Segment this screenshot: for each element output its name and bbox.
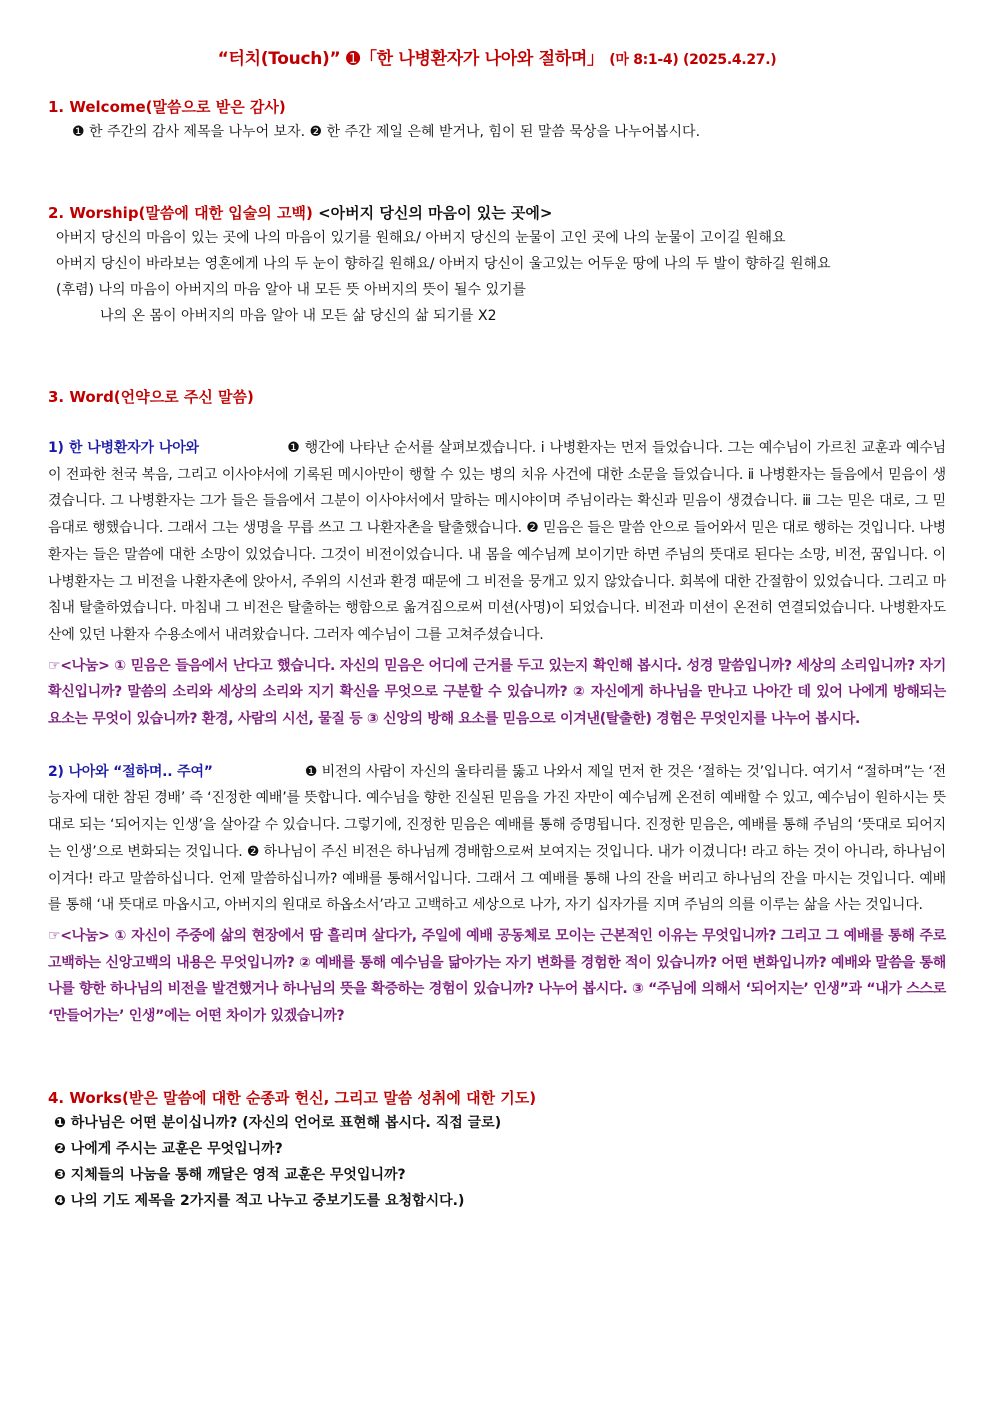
word-point2 bbox=[48, 759, 946, 919]
works-item: ❸ 지체들의 나눔을 통해 깨달은 영적 교훈은 무엇입니까? bbox=[54, 1166, 406, 1183]
worship-lyric-line: 나의 온 몸이 아버지의 마음 알아 내 모든 삶 당신의 삶 되기를 X2 bbox=[100, 308, 497, 324]
word-point2-share: ☞<나눔> ① 자신이 주중에 삶의 현장에서 땀 흘리며 살다가, 주일에 예배 공동체로 모이는 근본적인 이유는 무엇입니까? 그리고 그 예배를 통해 주로 고백하는 신앙고백의 내용은 무엇입니까? ② 예배를 통해 예수님을 닮아가는 자기 변화를 경험한 적이 있습니까? 어떤 변화입니까? 예배와 말씀을 통해 나를 향한 하나님의 비전을 발견했거나 하나님의 뜻을 확증하는 경험이 있습니까? 나누어 봅시다. ③ “주님에 의해서 ‘되어지는’ 인생”과 “내가 스스로 ‘만들어가는’ 인생”에는 어떤 차이가 있겠습니까? bbox=[48, 927, 946, 1025]
worship-lyric-line: 아버지 당신의 마음이 있는 곳에 나의 마음이 있기를 원해요/ 아버지 당신의 눈물이 고인 곳에 나의 눈물이 고이길 원해요 bbox=[56, 230, 786, 246]
works-item: ❹ 나의 기도 제목을 2가지를 적고 나누고 중보기도를 요청합시다.) bbox=[54, 1192, 465, 1209]
worship-song-title: <아버지 당신의 마음이 있는 곳에> bbox=[318, 204, 553, 222]
title-main: “터치(Touch)” ➊「한 나병환자가 나아와 절하며」 bbox=[217, 49, 604, 69]
word-point1-heading: 1) 한 나병환자가 나아와 bbox=[48, 440, 199, 456]
title-reference: (마 8:1-4) (2025.4.27.) bbox=[609, 52, 777, 68]
worship-lyric-line: (후렴) 나의 마음이 아버지의 마음 알아 내 모든 뜻 아버지의 뜻이 될수 있기를 bbox=[56, 282, 527, 298]
word-point1 bbox=[48, 435, 946, 649]
works-item: ❶ 하나님은 어떤 분이십니까? (자신의 언어로 표현해 봅시다. 직접 글로) bbox=[54, 1114, 502, 1131]
word-point2-heading: 2) 나아와 “절하며.. 주여” bbox=[48, 763, 213, 780]
works-item: ❷ 나에게 주시는 교훈은 무엇입니까? bbox=[54, 1140, 283, 1157]
word-point1-body: ❶ 행간에 나타난 순서를 살펴보겠습니다. ⅰ 나병환자는 먼저 들었습니다. 그는 예수님이 가르친 교훈과 예수님이 전파한 천국 복음, 그리고 이사야서에 기록된 메시아만이 행할 수 있는 병의 치유 사건에 대한 소문을 들었습니다. ⅱ 나병환자는 들음에서 믿음이 생겼습니다. 그 나병환자는 그가 들은 들음에서 그분이 이사야서에서 말하는 메시야이며 주님이라는 확신과 믿음이 생겼습니다. ⅲ 그는 믿은 대로, 그 믿음대로 행했습니다. 그래서 그는 생명을 무릅 쓰고 그 나환자촌을 탈출했습니다. ❷ 믿음은 들은 말씀 안으로 들어와서 믿은 대로 행하는 것입니다. 나병환자는 들은 말씀에 대한 소망이 있었습니다. 그것이 비전이었습니다. 내 몸을 예수님께 보이기만 하면 주님의 뜻대로 된다는 소망, 비전, 꿈입니다. 이 나병환자는 그 비전을 나환자촌에 앉아서, 주위의 시선과 환경 때문에 그 비전을 뭉개고 있지 않았습니다. 회복에 대한 간절함이 있었습니다. 그리고 마침내 탈출하였습니다. 마침내 그 비전은 탈출하는 행함으로 옮겨짐으로써 미션(사명)이 되었습니다. 비전과 미션이 온전히 연결되었습니다. 나병환자도 산에 있던 나환자 수용소에서 내려왔습니다. 그러자 예수님이 그를 고쳐주셨습니다. bbox=[48, 440, 946, 643]
worship-heading-text: 2. Worship(말씀에 대한 입술의 고백) bbox=[48, 204, 313, 222]
word-point1-share: ☞<나눔> ① 믿음은 들음에서 난다고 했습니다. 자신의 믿음은 어디에 근거를 두고 있는지 확인해 봅시다. 성경 말씀입니까? 세상의 소리입니까? 자기 확신입니까? 말씀의 소리와 세상의 소리와 지기 확신을 무엇으로 구분할 수 있습니까? ② 자신에게 하나님을 만나고 나아간 데 있어 나에게 방해되는 요소는 무엇이 있습니까? 환경, 사람의 시선, 물질 등 ③ 신앙의 방해 요소를 믿음으로 이겨낸(탈출한) 경험은 무엇인지를 나누어 봅시다. bbox=[48, 657, 946, 728]
word-heading: 3. Word(언약으로 주신 말씀) bbox=[48, 388, 254, 406]
welcome-heading: 1. Welcome(말씀으로 받은 감사) bbox=[48, 98, 286, 116]
page-title bbox=[48, 44, 946, 69]
word-point2-body: ❶ 비전의 사람이 자신의 울타리를 뚫고 나와서 제일 먼저 한 것은 ‘절하는 것’입니다. 여기서 “절하며”는 ‘전능자에 대한 참된 경배’ 즉 ‘진정한 예배’를 뜻합니다. 예수님을 향한 진실된 믿음을 가진 자만이 예수님께 온전히 예배할 수 있고, 예수님이 원하시는 뜻대로 되는 ‘되어지는 인생’을 살아갈 수 있습니다. 그렇기에, 진정한 믿음은 예배를 통해 증명됩니다. 진정한 믿음은, 예배를 통해 주님의 ‘뜻대로 되어지는 인생’으로 변화되는 것입니다. ❷ 하나님이 주신 비전은 하나님께 경배함으로써 보여지는 것입니다. 내가 이겼니다! 라고 하는 것이 아니라, 하나님이 이겨다! 라고 말씀하십니다. 언제 말씀하십니까? 예배를 통해서입니다. 그래서 그 예배를 통해 나의 잔을 버리고 하나님의 잔을 마시는 것입니다. 예배를 통해 ‘내 뜻대로 마옵시고, 아버지의 원대로 하옵소서’라고 고백하고 세상으로 나가, 자기 십자가를 지며 주님의 의를 이루는 삶을 사는 것입니다. bbox=[48, 763, 946, 914]
works-heading: 4. Works(받은 말씀에 대한 순종과 헌신, 그리고 말씀 성취에 대한 기도) bbox=[48, 1088, 537, 1107]
worship-heading bbox=[48, 201, 946, 225]
worship-lyric-line: 아버지 당신이 바라보는 영혼에게 나의 두 눈이 향하길 원해요/ 아버지 당신이 울고있는 어두운 땅에 나의 두 발이 향하길 원해요 bbox=[56, 256, 831, 272]
welcome-line: ❶ 한 주간의 감사 제목을 나누어 보자. ❷ 한 주간 제일 은혜 받거나, 힘이 된 말씀 묵상을 나누어봅시다. bbox=[72, 124, 701, 140]
